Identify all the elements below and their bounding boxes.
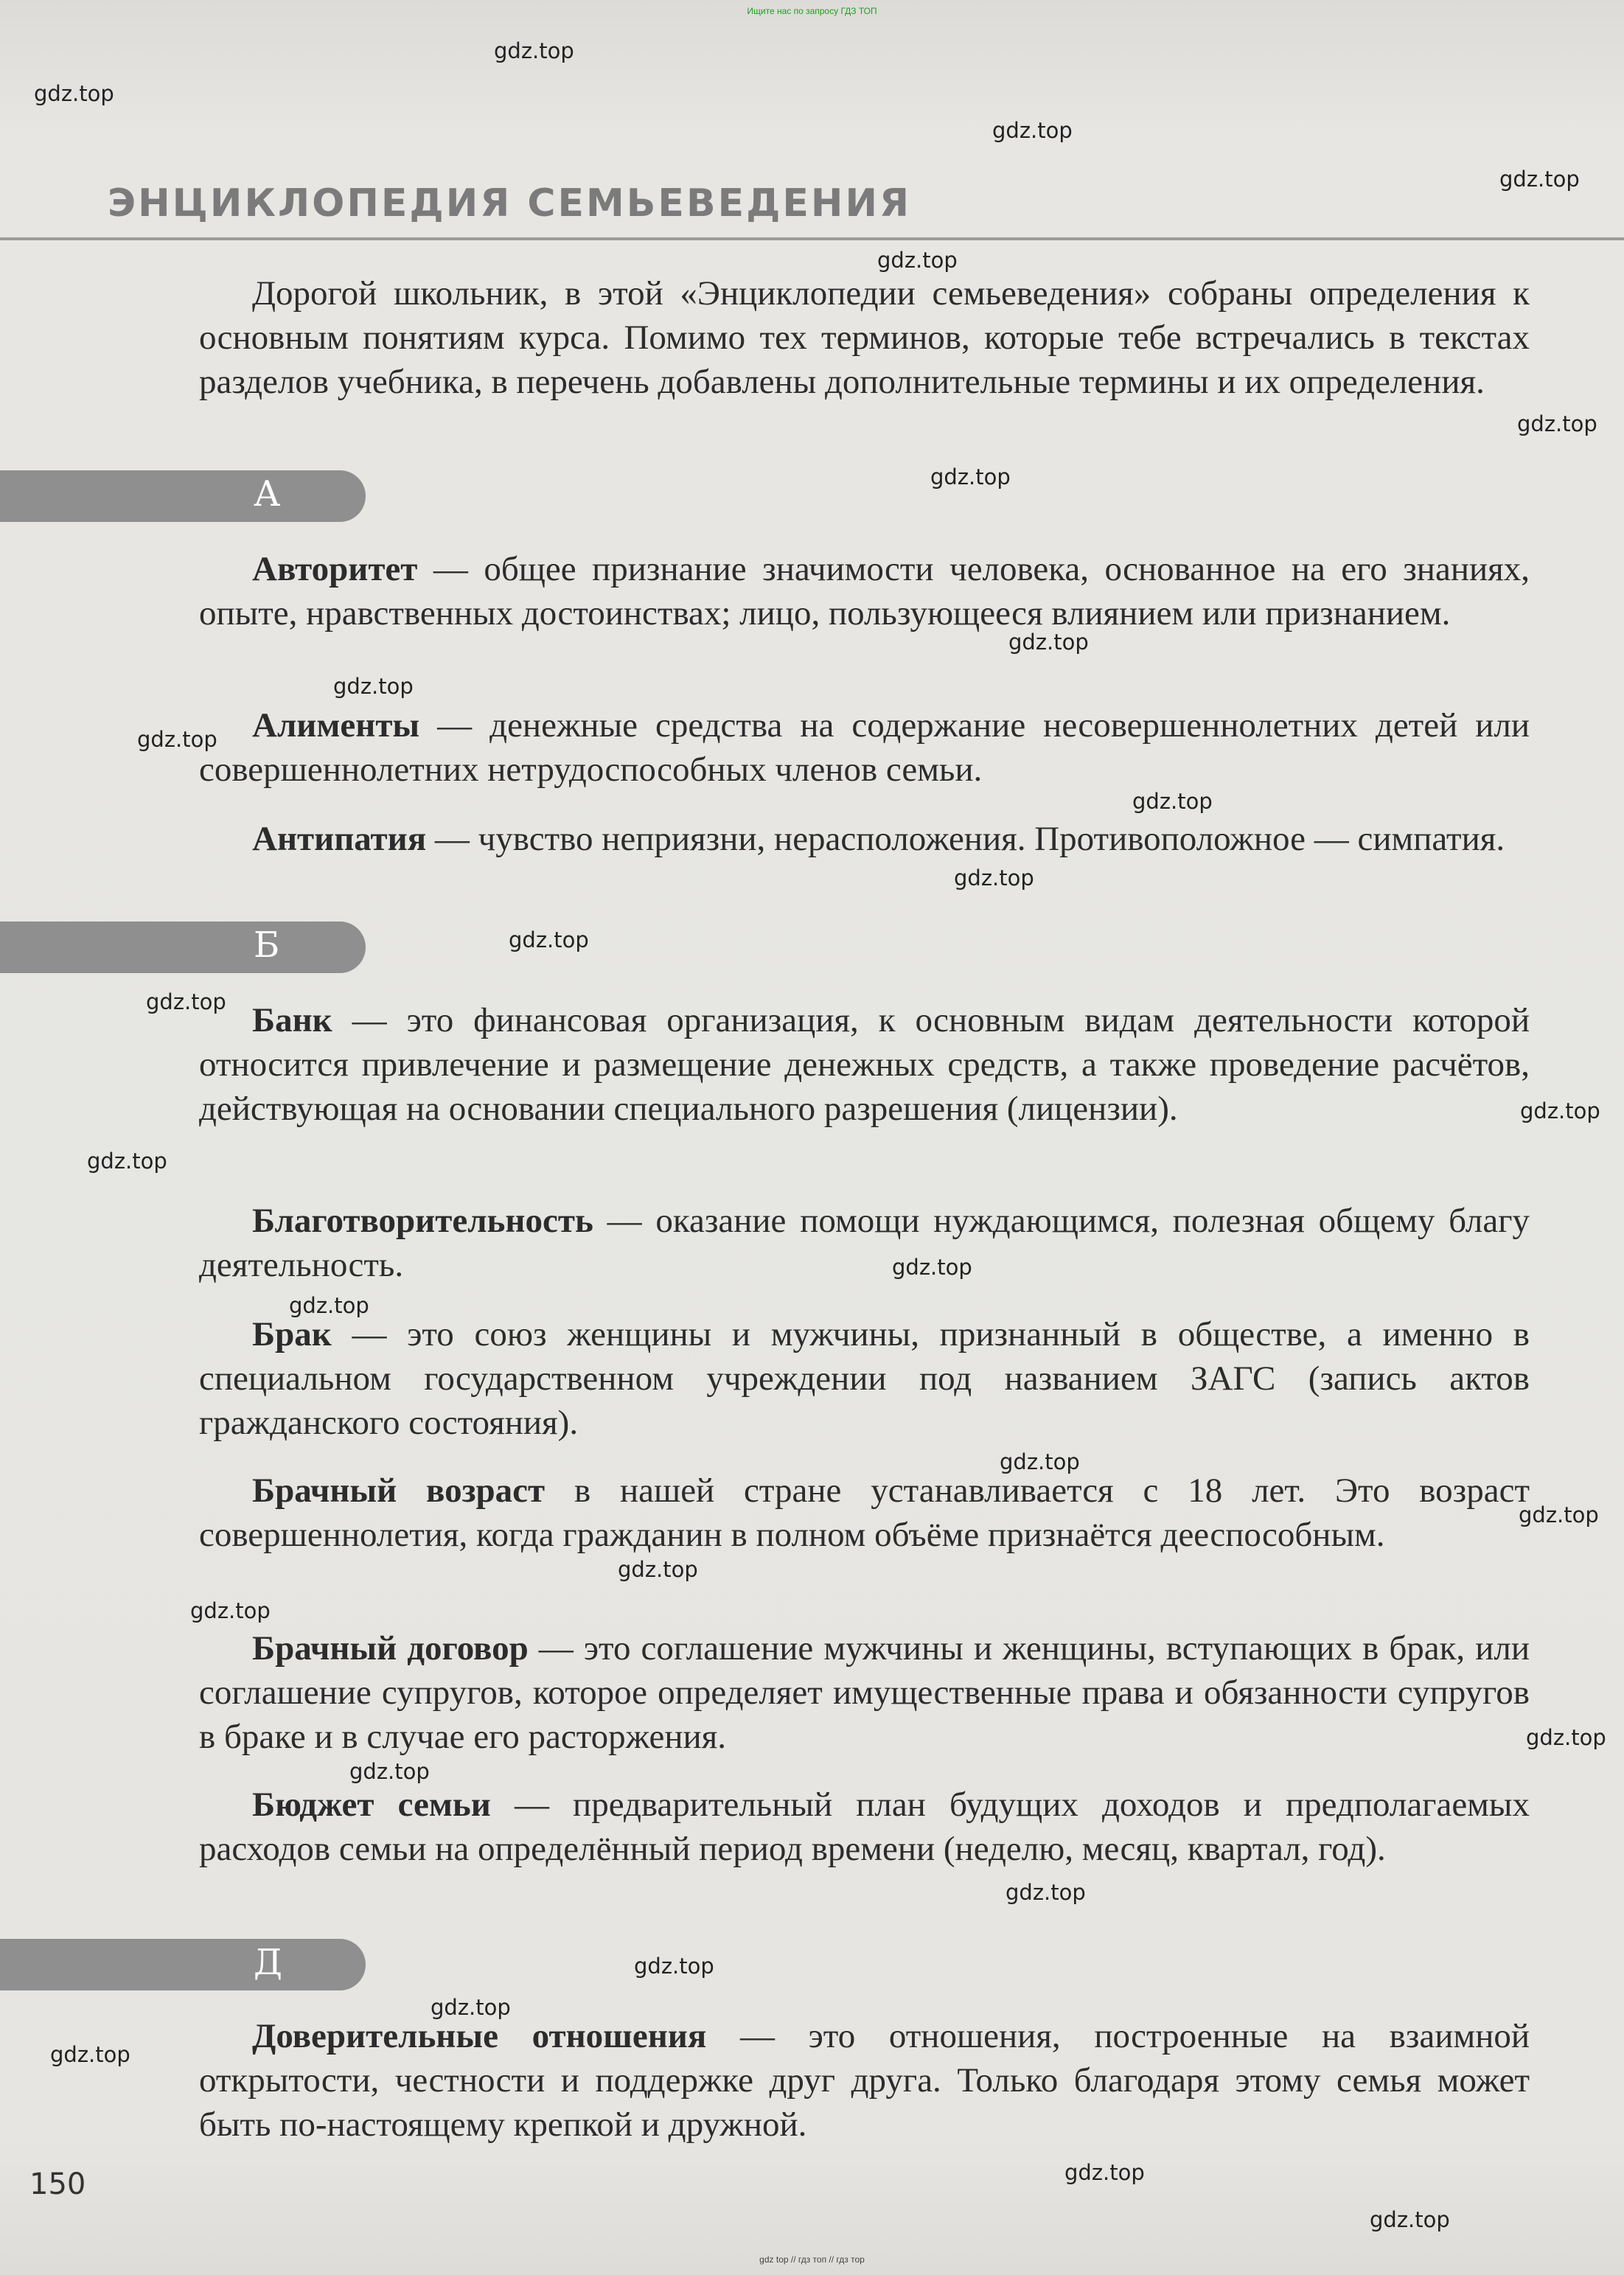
watermark: gdz.top [289, 1293, 369, 1318]
entry-brak [199, 1312, 1530, 1445]
entry-definition: — денежные средства на содержание несовершеннолетних детей или совершеннолетних нетрудоспособных членов семьи. [199, 706, 1530, 789]
watermark: gdz.top [1520, 1098, 1600, 1123]
section-letter-tab-a [0, 470, 366, 522]
watermark: gdz.top [1132, 789, 1213, 814]
entry-alimenty [199, 703, 1530, 792]
entry-definition: — это союз женщины и мужчины, признанный в обществе, а именно в специальном государственном учреждении под названием ЗАГС (запись актов гражданского состояния). [199, 1315, 1530, 1442]
watermark: gdz.top [1064, 2160, 1145, 2185]
entry-definition: — чувство неприязни, нерасположения. Противоположное — симпатия. [426, 820, 1505, 858]
watermark: gdz.top [190, 1598, 271, 1623]
entry-term: Благотворительность [252, 1202, 593, 1240]
watermark: gdz.top [333, 674, 414, 699]
top-banner: Ищите нас по запросу ГДЗ ТОП [747, 6, 877, 16]
watermark: gdz.top [494, 38, 574, 63]
page-number: 150 [29, 2167, 86, 2201]
watermark: gdz.top [877, 248, 958, 273]
watermark: gdz.top [618, 1557, 698, 1582]
watermark: gdz.top [930, 464, 1011, 490]
bottom-banner: gdz top // гдз топ // гдз тор [759, 2254, 865, 2265]
watermark: gdz.top [1499, 167, 1580, 192]
entry-term: Доверительные отношения [252, 2017, 707, 2055]
intro-paragraph: Дорогой школьник, в этой «Энциклопедии семьеведения» собраны определения к основным понятиям курса. Помимо тех терминов, которые тебе встречались в текстах разделов учебника, в перечень добавлены дополнительные термины и их определения. [199, 274, 1530, 401]
entry-blagotvoritelnost [199, 1199, 1530, 1287]
header-rule [0, 237, 1624, 240]
entry-brachny-dogovor [199, 1626, 1530, 1759]
section-letter: Б [254, 924, 280, 966]
section-letter-tab-d [0, 1939, 366, 1990]
watermark: gdz.top [146, 989, 226, 1014]
entry-term: Антипатия [252, 820, 427, 858]
entry-definition: — предварительный план будущих доходов и предполагаемых расходов семьи на определённый период времени (неделю, месяц, квартал, год). [199, 1785, 1530, 1868]
watermark: gdz.top [1006, 1880, 1086, 1905]
page-title: ЭНЦИКЛОПЕДИЯ СЕМЬЕВЕДЕНИЯ [108, 181, 912, 226]
entry-term: Бюджет семьи [252, 1785, 491, 1824]
entry-term: Алименты [252, 706, 420, 745]
entry-term: Брачный договор [252, 1629, 529, 1668]
entry-definition: — это финансовая организация, к основным видам деятельности которой относится привлечение и размещение денежных средств, а также проведение расчётов, действующая на основании специального разрешения (лицензии). [199, 1001, 1530, 1128]
entry-definition: — оказание помощи нуждающимся, полезная общему благу деятельность. [199, 1202, 1530, 1284]
watermark: gdz.top [1000, 1449, 1080, 1474]
section-letter: Д [254, 1942, 283, 1983]
watermark: gdz.top [50, 2042, 130, 2067]
watermark: gdz.top [509, 927, 589, 952]
section-letter: А [254, 473, 281, 515]
entry-term: Банк [252, 1001, 332, 1039]
watermark: gdz.top [1517, 411, 1597, 436]
entry-term: Брак [252, 1315, 332, 1353]
watermark: gdz.top [1526, 1725, 1606, 1750]
watermark: gdz.top [1519, 1502, 1599, 1527]
entry-definition: — общее признание значимости человека, основанное на его знаниях, опыте, нравственных достоинствах; лицо, пользующееся влиянием или признанием. [199, 550, 1530, 633]
entry-budzhet-semi [199, 1783, 1530, 1871]
entry-term: Авторитет [252, 550, 418, 588]
watermark: gdz.top [1008, 630, 1089, 655]
watermark: gdz.top [349, 1759, 430, 1784]
watermark: gdz.top [992, 118, 1073, 143]
entry-definition: — это отношения, построенные на взаимной открытости, честности и поддержке друг друга. Только благодаря этому семья может быть по-настоящему крепкой и дружной. [199, 2017, 1530, 2144]
entry-antipatiya [199, 817, 1530, 861]
entry-doveritelnye-otnosheniya [199, 2014, 1530, 2147]
watermark: gdz.top [87, 1149, 167, 1174]
section-letter-tab-b [0, 922, 366, 973]
entry-bank [199, 998, 1530, 1131]
watermark: gdz.top [34, 81, 114, 106]
watermark: gdz.top [954, 865, 1034, 891]
entry-avtoritet [199, 547, 1530, 635]
entry-brachny-vozrast [199, 1469, 1530, 1557]
entry-definition: — это соглашение мужчины и женщины, вступающих в брак, или соглашение супругов, которое определяет имущественные права и обязанности супругов в браке и в случае его расторжения. [199, 1629, 1530, 1756]
watermark: gdz.top [1370, 2207, 1450, 2232]
watermark: gdz.top [634, 1954, 714, 1979]
entry-term: Брачный возраст [252, 1471, 546, 1510]
entry-definition: в нашей стране устанавливается с 18 лет. Это возраст совершеннолетия, когда гражданин в полном объёме признаётся дееспособным. [199, 1471, 1530, 1554]
watermark: gdz.top [431, 1995, 511, 2020]
watermark: gdz.top [892, 1255, 972, 1280]
watermark: gdz.top [137, 727, 217, 752]
